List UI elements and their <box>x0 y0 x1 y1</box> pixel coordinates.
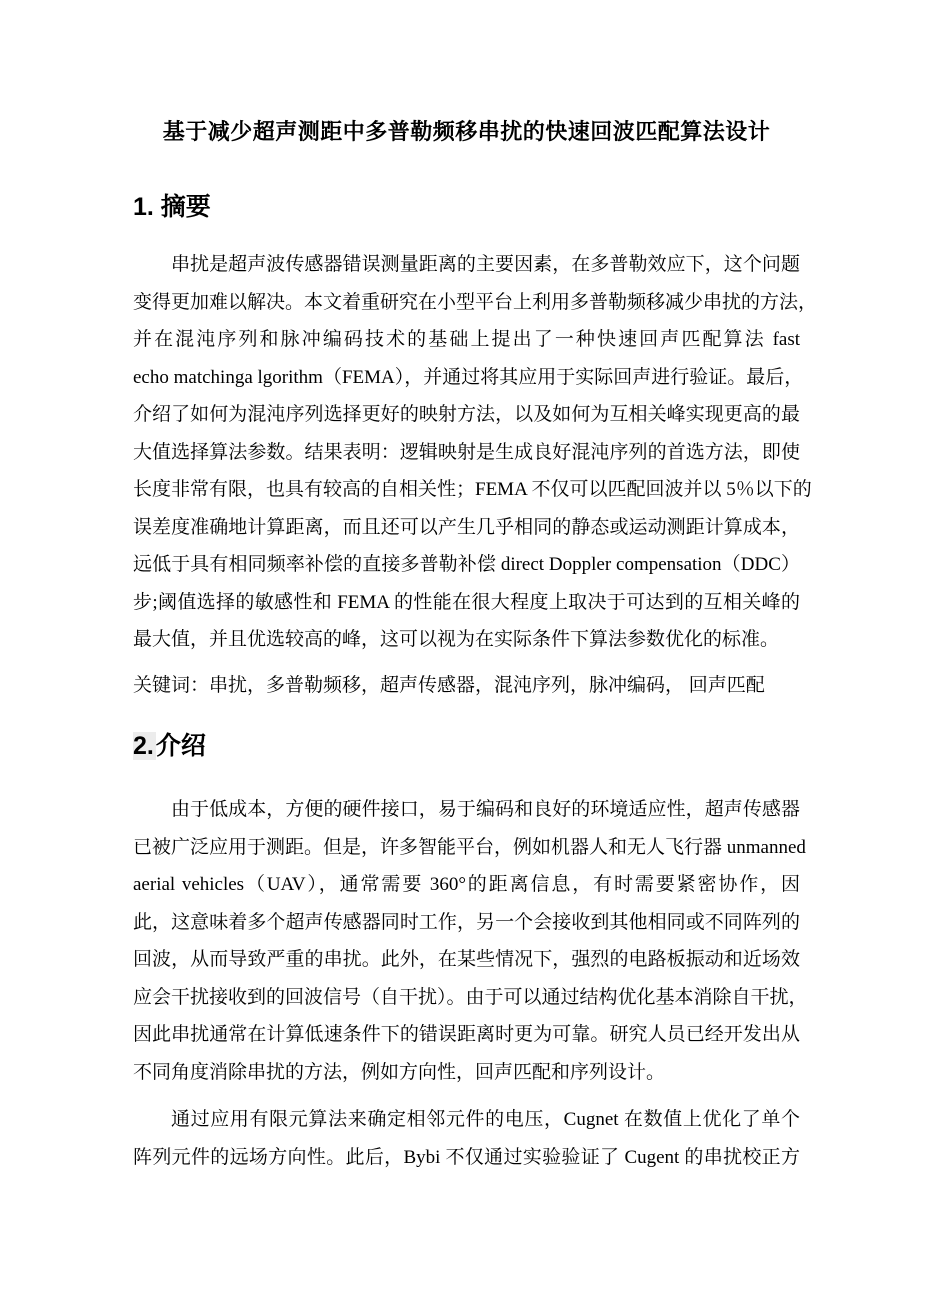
text-line: 串扰是超声波传感器错误测量距离的主要因素，在多普勒效应下，这个问题 <box>171 254 800 275</box>
text-line: 介绍了如何为混沌序列选择更好的映射方法，以及如何为互相关峰实现更高的最 <box>133 404 800 425</box>
text-line: 步;阈值选择的敏感性和 FEMA 的性能在很大程度上取决于可达到的互相关峰的 <box>133 591 800 613</box>
text-line: 并在混沌序列和脉冲编码技术的基础上提出了一种快速回声匹配算法 fast <box>133 329 800 350</box>
introduction-paragraph-1 <box>133 791 808 1091</box>
text-line: 应会干扰接收到的回波信号（自干扰）。由于可以通过结构优化基本消除自干扰， <box>133 986 808 1008</box>
text-line: 长度非常有限，也具有较高的自相关性；FEMA 不仅可以匹配回波并以 5％以下的 <box>133 479 812 500</box>
text-line: echo matchinga lgorithm（FEMA），并通过将其应用于实际回声进行验证。最后， <box>133 366 804 388</box>
text-line: 因此串扰通常在计算低速条件下的错误距离时更为可靠。研究人员已经开发出从 <box>133 1024 800 1045</box>
document-title: 基于减少超声测距中多普勒频移串扰的快速回波匹配算法设计 <box>162 119 771 144</box>
text-line: 最大值，并且优选较高的峰，这可以视为在实际条件下算法参数优化的标准。 <box>133 629 780 650</box>
text-line: 由于低成本，方便的硬件接口，易于编码和良好的环境适应性，超声传感器 <box>171 799 800 820</box>
abstract-paragraph <box>133 246 818 659</box>
section-2-heading <box>133 730 800 762</box>
section-2-title: 介绍 <box>155 732 206 760</box>
text-line: aerial vehicles（UAV），通常需要 360°的距离信息，有时需要紧密协作，因 <box>133 874 800 895</box>
text-line: 不同角度消除串扰的方法，例如方向性，回声匹配和序列设计。 <box>133 1061 666 1083</box>
text-line: 通过应用有限元算法来确定相邻元件的电压，Cugnet 在数值上优化了单个 <box>171 1109 800 1130</box>
introduction-paragraph-2 <box>133 1101 800 1176</box>
text-line: 大值选择算法参数。结果表明：逻辑映射是生成良好混沌序列的首选方法，即使 <box>133 441 800 463</box>
text-line: 阵列元件的远场方向性。此后，Bybi 不仅通过实验验证了 Cugent 的串扰校正方 <box>133 1146 800 1168</box>
keywords-line: 关键词：串扰，多普勒频移，超声传感器，混沌序列，脉冲编码， 回声匹配 <box>133 675 765 696</box>
text-line: 远低于具有相同频率补偿的直接多普勒补偿 direct Doppler compensation（DDC） <box>133 554 800 575</box>
text-line: 误差度准确地计算距离，而且还可以产生几乎相同的静态或运动测距计算成本， <box>133 516 800 538</box>
text-line: 回波，从而导致严重的串扰。此外，在某些情况下，强烈的电路板振动和近场效 <box>133 949 800 970</box>
section-2-number-highlight: 2. <box>133 732 154 760</box>
text-line: 变得更加难以解决。本文着重研究在小型平台上利用多普勒频移减少串扰的方法， <box>133 291 818 313</box>
section-1-heading: 1. 摘要 <box>133 193 211 221</box>
text-line: 此，这意味着多个超声传感器同时工作，另一个会接收到其他相同或不同阵列的 <box>133 911 800 933</box>
text-line: 已被广泛应用于测距。但是，许多智能平台，例如机器人和无人飞行器 unmanned <box>133 836 806 858</box>
